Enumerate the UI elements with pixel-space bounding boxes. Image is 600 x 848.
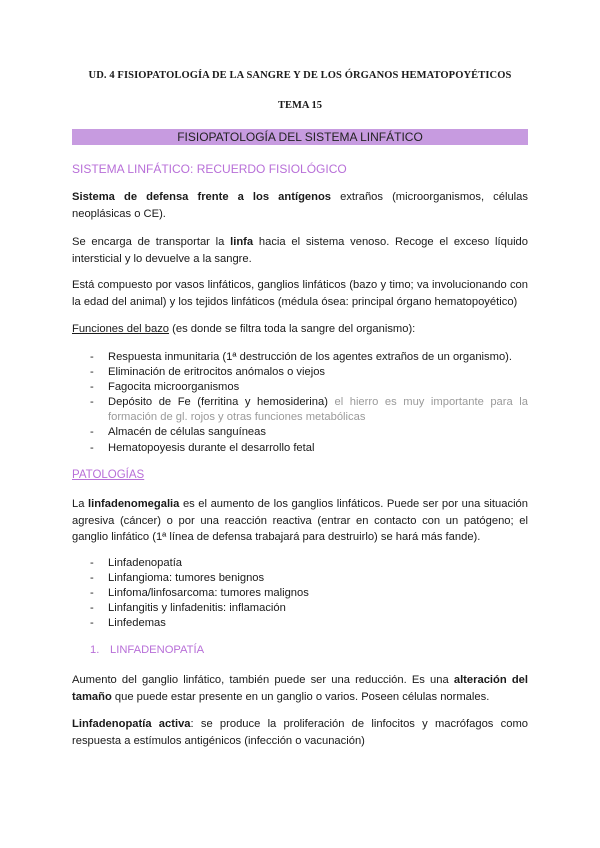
text: que puede estar presente en un ganglio o varios. Poseen células normales. <box>111 690 490 703</box>
text: La <box>72 498 88 510</box>
list-item: - Linfadenopatía <box>72 556 528 571</box>
paragraph-defense <box>72 189 528 222</box>
bold-term: linfadenomegalia <box>88 498 180 510</box>
text: (es donde se filtra toda la sangre del organismo): <box>169 323 416 335</box>
section-heading-patologias: PATOLOGÍAS <box>72 469 145 481</box>
paragraph-active <box>72 716 528 749</box>
bold-term: linfa <box>230 236 254 248</box>
list-item <box>72 395 528 425</box>
bold-term: Linfadenopatía activa <box>72 718 191 730</box>
list-item: - Linfoma/linfosarcoma: tumores malignos <box>72 586 528 601</box>
topic-number: TEMA 15 <box>277 100 323 111</box>
paragraph-linfadenopatia <box>72 672 528 705</box>
underlined-term: Funciones del bazo <box>72 323 170 335</box>
section-heading-recuerdo: SISTEMA LINFÁTICO: RECUERDO FISIOLÓGICO <box>72 162 347 176</box>
list-item: - Fagocita microorganismos <box>72 380 528 395</box>
paragraph-bazo-intro <box>72 321 528 338</box>
bold-term: alteración del tamaño <box>72 674 528 703</box>
text: Se encarga de transportar la <box>72 236 231 248</box>
list-item: - Linfedemas <box>72 616 528 631</box>
text: es el aumento de los ganglios linfáticos. Puede ser por una situación agresiva (cáncer) o por una reacción reactiva (entrar en contacto con un patógeno; el ganglio linfático (1ª línea de defensa trabajará para destruirlo) se hará más fande). <box>72 498 528 543</box>
text: : se produce la proliferación de linfocitos y macrófagos como respuesta a estímulos antigénicos (infección o vacunación) <box>72 718 528 747</box>
bazo-functions-list <box>72 350 528 456</box>
text: extraños (microorganismos, células neoplásicas o CE). <box>72 191 528 220</box>
list-item: - Linfangitis y linfadenitis: inflamación <box>72 601 528 616</box>
subsection-number: 1. <box>90 644 100 656</box>
unit-title: UD. 4 FISIOPATOLOGÍA DE LA SANGRE Y DE LOS ÓRGANOS HEMATOPOYÉTICOS <box>88 70 512 81</box>
list-item: - Respuesta inmunitaria (1ª destrucción de los agentes extraños de un organismo). <box>72 350 528 365</box>
text: Depósito de Fe (ferritina y hemosiderina) <box>108 396 328 409</box>
bold-term: Sistema de defensa frente a los antígenos <box>72 191 332 203</box>
list-item: - Eliminación de eritrocitos anómalos o viejos <box>72 365 528 380</box>
paragraph-linfa <box>72 234 528 267</box>
topic-banner: FISIOPATOLOGÍA DEL SISTEMA LINFÁTICO <box>72 129 528 145</box>
pathologies-list <box>72 556 528 631</box>
subsection-title: LINFADENOPATÍA <box>110 644 205 656</box>
paragraph-linfadenomegalia <box>72 496 528 546</box>
list-item: - Linfangioma: tumores benignos <box>72 571 528 586</box>
text: hacia el sistema venoso. Recoge el exceso líquido intersticial y lo devuelve a la sangre. <box>72 236 528 265</box>
list-item: - Hematopoyesis durante el desarrollo fetal <box>72 441 528 456</box>
paragraph-composition: Está compuesto por vasos linfáticos, ganglios linfáticos (bazo y timo; va involucionando con la edad del animal) y los tejidos linfáticos (médula ósea: principal órgano hematopoyético) <box>72 279 528 308</box>
grey-note: el hierro es muy importante para la formación de gl. rojos y otras funciones metabólicas <box>108 396 528 424</box>
text: Aumento del ganglio linfático, también puede ser una reducción. Es una <box>72 674 454 686</box>
list-item: - Almacén de células sanguíneas <box>72 425 528 440</box>
subsection-heading-linfadenopatia <box>90 644 204 656</box>
